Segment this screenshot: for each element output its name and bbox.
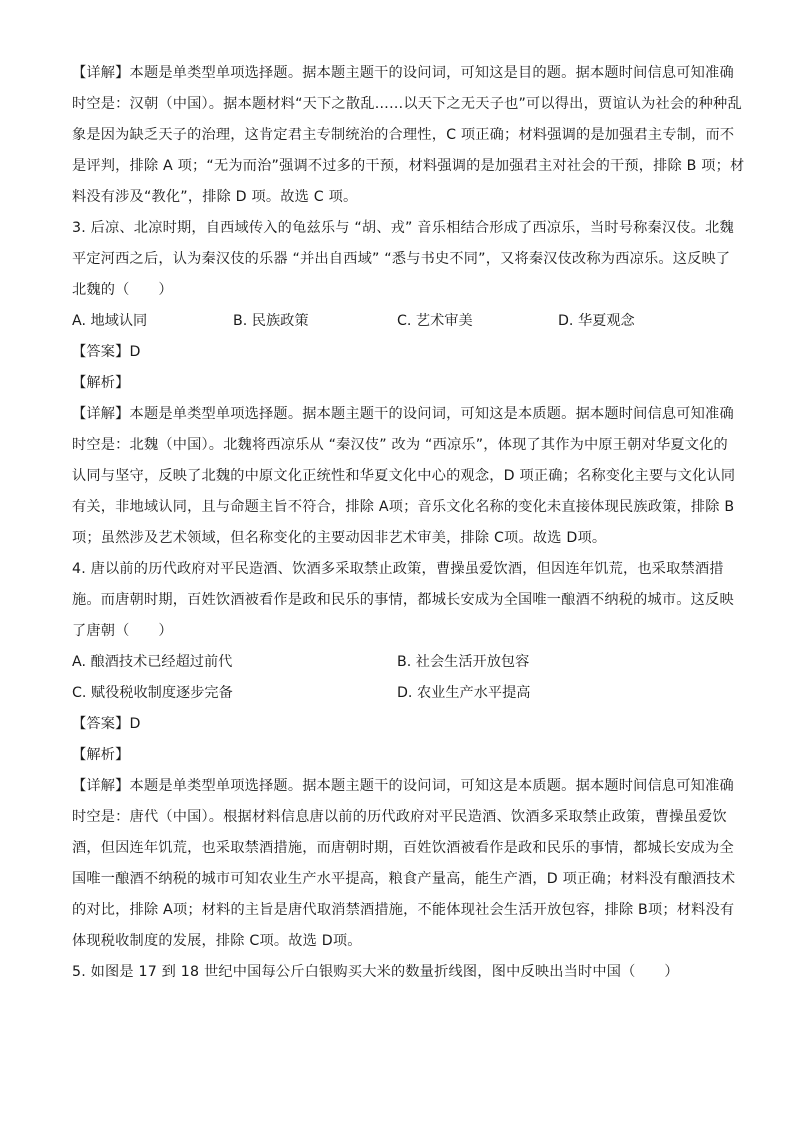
analysis-label: 【解析】 (72, 747, 130, 763)
text-line: 的对比，排除 A项；材料的主旨是唐代取消禁酒措施，不能体现社会生活开放包容，排除 B项；材料没有 (72, 902, 735, 918)
exam-page (72, 58, 745, 988)
question-stem: 5. 如图是 17 到 18 世纪中国每公斤白银购买大米的数量折线图，图中反映出当时中国（ ） (72, 964, 679, 980)
text-line: 【详解】本题是单类型单项选择题。据本题主题干的设问词，可知这是目的题。据本题时间信息可知准确 (72, 65, 734, 81)
text-line: 料没有涉及“教化”，排除 D 项。故选 C 项。 (72, 189, 358, 205)
options-row (72, 678, 732, 709)
question-stem: 3. 后凉、北凉时期，自西域传入的龟兹乐与 “胡、戎” 音乐相结合形成了西凉乐，当时号称秦汉伎。北魏 (72, 220, 734, 236)
text-line: 是评判，排除 A 项；“无为而治”强调不过多的干预，材料强调的是加强君主对社会的干预，排除 B 项；材 (72, 158, 745, 174)
question-stem: 平定河西之后，认为秦汉伎的乐器 “并出自西域” “悉与书史不同”，又将秦汉伎改称为西凉乐。这反映了 (72, 251, 731, 267)
answer-label: 【答案】D (72, 716, 141, 732)
answer-label: 【答案】D (72, 344, 141, 360)
option-a: A. 酿酒技术已经超过前代 (72, 654, 233, 670)
text-line: 认同与坚守，反映了北魏的中原文化正统性和华夏文化中心的观念，D 项正确；名称变化主要与文化认同 (72, 468, 736, 484)
option-b: B. 民族政策 (233, 313, 309, 329)
text-line: 时空是：唐代（中国）。根据材料信息唐以前的历代政府对平民造酒、饮酒多采取禁止政策，曹操虽爱饮 (72, 809, 727, 825)
option-a: A. 地域认同 (72, 313, 148, 329)
text-line: 时空是：汉朝（中国）。据本题材料“天下之散乱……以天下之无天子也”可以得出，贾谊认为社会的种种乱 (72, 96, 742, 112)
option-b: B. 社会生活开放包容 (397, 654, 530, 670)
text-line: 【详解】本题是单类型单项选择题。据本题主题干的设问词，可知这是本质题。据本题时间信息可知准确 (72, 778, 734, 794)
options-row (72, 647, 732, 678)
options-row (72, 306, 732, 337)
question-stem: 施。而唐朝时期，百姓饮酒被看作是政和民乐的事情，都城长安成为全国唯一酿酒不纳税的城市。这反映 (72, 592, 734, 608)
question-stem: 4. 唐以前的历代政府对平民造酒、饮酒多采取禁止政策，曹操虽爱饮酒，但因连年饥荒，也采取禁酒措 (72, 561, 724, 577)
text-line: 象是因为缺乏天子的治理，这肯定君主专制统治的合理性，C 项正确；材料强调的是加强君主专制，而不 (72, 127, 735, 143)
question-5 (72, 957, 732, 988)
text-line: 项；虽然涉及艺术领域，但名称变化的主要动因非艺术审美，排除 C项。故选 D项。 (72, 530, 607, 546)
text-line: 体现税收制度的发展，排除 C项。故选 D项。 (72, 933, 362, 949)
text-line: 酒，但因连年饥荒，也采取禁酒措施，而唐朝时期，百姓饮酒被看作是政和民乐的事情，都城长安成为全 (72, 840, 734, 856)
question-stem: 北魏的（ ） (72, 282, 173, 298)
option-c: C. 艺术审美 (397, 313, 473, 329)
text-line: 时空是：北魏（中国）。北魏将西凉乐从 “秦汉伎” 改为 “西凉乐”，体现了其作为中原王朝对华夏文化的 (72, 437, 728, 453)
question-stem: 了唐朝（ ） (72, 623, 173, 639)
option-c: C. 赋役税收制度逐步完备 (72, 685, 233, 701)
option-d: D. 农业生产水平提高 (397, 685, 531, 701)
text-line: 【详解】本题是单类型单项选择题。据本题主题干的设问词，可知这是本质题。据本题时间信息可知准确 (72, 406, 734, 422)
q2-explanation (72, 58, 745, 213)
option-d: D. 华夏观念 (558, 313, 635, 329)
text-line: 有关，非地域认同，且与命题主旨不符合，排除 A项；音乐文化名称的变化未直接体现民族政策，排除 B (72, 499, 735, 515)
question-4 (72, 554, 736, 957)
question-3 (72, 213, 736, 554)
text-line: 国唯一酿酒不纳税的城市可知农业生产水平提高，粮食产量高，能生产酒，D 项正确；材料没有酿酒技术 (72, 871, 736, 887)
analysis-label: 【解析】 (72, 375, 130, 391)
